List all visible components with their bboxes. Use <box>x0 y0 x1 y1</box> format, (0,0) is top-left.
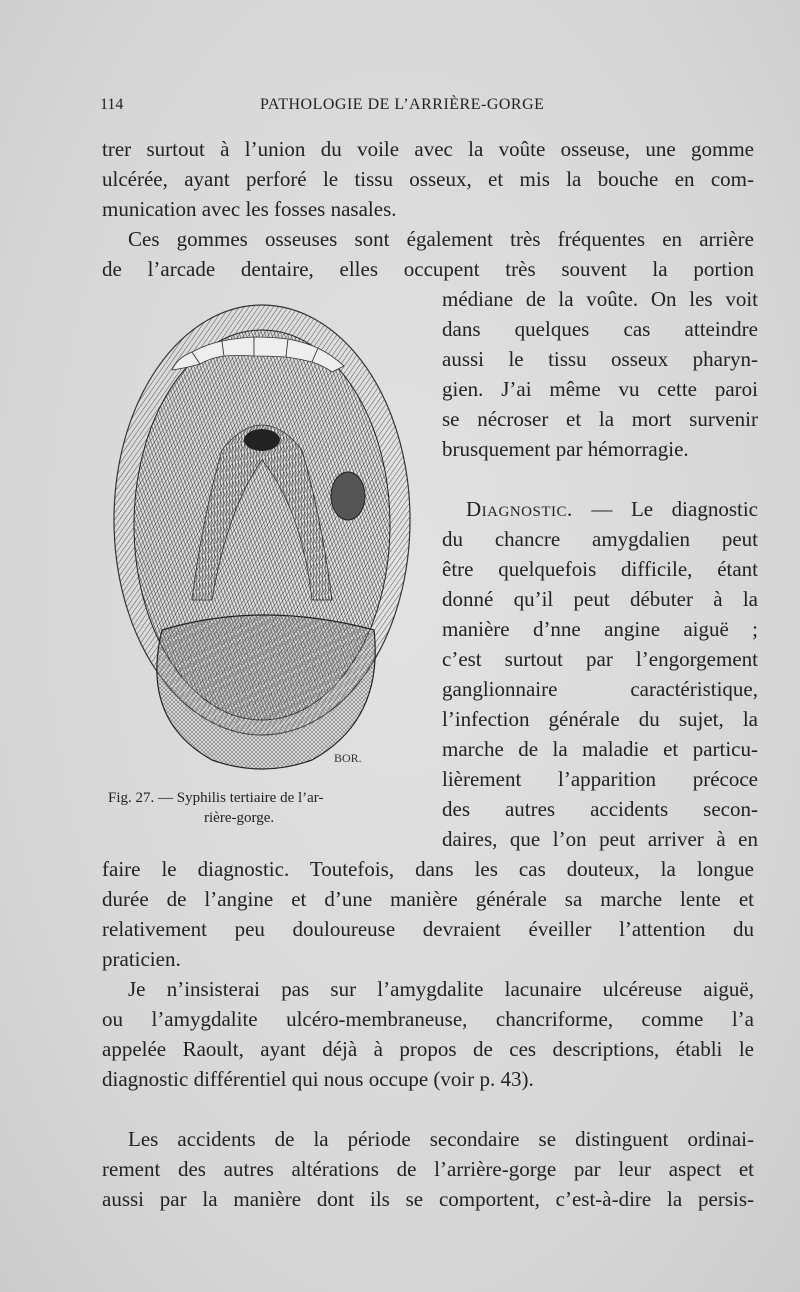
text-line: de l’arcade dentaire, elles occupent très souvent la portion <box>102 257 754 281</box>
running-title: PATHOLOGIE DE L’ARRIÈRE-GORGE <box>260 96 545 113</box>
text-line: rement des autres altérations de l’arrière-gorge par leur aspect et <box>102 1157 754 1181</box>
text-line: marche de la maladie et particu- <box>442 737 758 761</box>
caption-line: Fig. 27. — Syphilis tertiaire de l’ar- <box>108 790 324 806</box>
text-line: ulcérée, ayant perforé le tissu osseux, et mis la bouche en com- <box>102 167 754 191</box>
text-line: diagnostic différentiel qui nous occupe (voir p. 43). <box>102 1067 534 1091</box>
text-fragment: — Le diagnostic <box>591 497 758 521</box>
text-line: daires, que l’on peut arriver à en <box>442 827 758 851</box>
page-number: 114 <box>100 96 124 113</box>
artist-signature: BOR. <box>334 751 362 765</box>
diagnostic-first-line <box>442 494 758 524</box>
text-line: munication avec les fosses nasales. <box>102 197 397 221</box>
text-line: durée de l’angine et d’une manière générale sa marche lente et <box>102 887 754 911</box>
text-line: ou l’amygdalite ulcéro-membraneuse, chancriforme, comme l’a <box>102 1007 754 1031</box>
text-line: lièrement l’apparition précoce <box>442 767 758 791</box>
figure-caption <box>108 788 418 828</box>
text-line: du chancre amygdalien peut <box>442 527 758 551</box>
text-line: aussi le tissu osseux pharyn- <box>442 347 758 371</box>
text-line: praticien. <box>102 947 181 971</box>
text-line: aussi par la manière dont ils se comportent, c’est-à-dire la persis- <box>102 1187 754 1211</box>
text-line: brusquement par hémorragie. <box>442 437 689 461</box>
text-line: gien. J’ai même vu cette paroi <box>442 377 758 401</box>
text-line: ganglionnaire caractéristique, <box>442 677 758 701</box>
throat-illustration <box>112 300 412 780</box>
text-line: relativement peu douloureuse devraient éveiller l’attention du <box>102 917 754 941</box>
text-line: manière d’nne angine aiguë ; <box>442 617 758 641</box>
text-line: être quelquefois difficile, étant <box>442 557 758 581</box>
text-line: appelée Raoult, ayant déjà à propos de ces descriptions, établi le <box>102 1037 754 1061</box>
text-line: l’infection générale du sujet, la <box>442 707 758 731</box>
caption-line: rière-gorge. <box>204 810 275 826</box>
text-line: donné qu’il peut débuter à la <box>442 587 758 611</box>
text-line: c’est surtout par l’engorgement <box>442 647 758 671</box>
text-line: faire le diagnostic. Toutefois, dans les cas douteux, la longue <box>102 857 754 881</box>
text-line: Ces gommes osseuses sont également très fréquentes en arrière <box>128 227 754 251</box>
text-line: se nécroser et la mort survenir <box>442 407 758 431</box>
text-line: médiane de la voûte. On les voit <box>442 287 758 311</box>
text-line: Je n’insisterai pas sur l’amygdalite lacunaire ulcéreuse aiguë, <box>128 977 754 1001</box>
diagnostic-heading: Diagnostic. <box>466 497 573 521</box>
text-line: des autres accidents secon- <box>442 797 758 821</box>
text-line: Les accidents de la période secondaire se distinguent ordinai- <box>128 1127 754 1151</box>
text-line: dans quelques cas atteindre <box>442 317 758 341</box>
text-line: trer surtout à l’union du voile avec la voûte osseuse, une gomme <box>102 137 754 161</box>
tongue <box>157 615 375 769</box>
